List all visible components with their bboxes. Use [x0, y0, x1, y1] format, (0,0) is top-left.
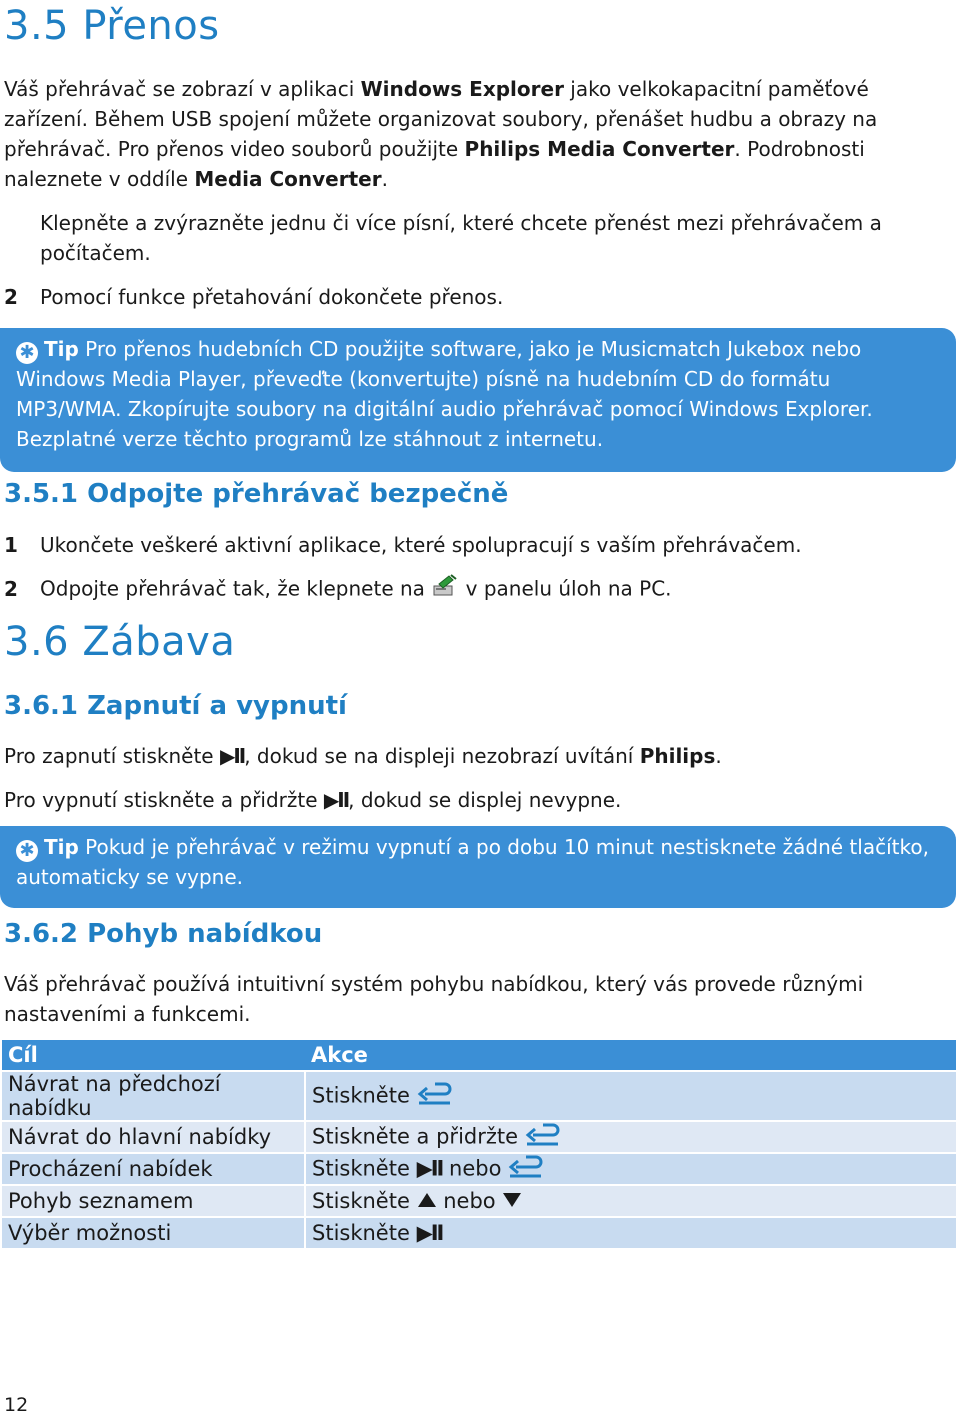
play-pause-icon: ▶II	[219, 744, 245, 768]
goal-cell: Výběr možnosti	[2, 1217, 305, 1249]
tip-label: Tip	[44, 835, 79, 859]
menu-navigation-intro: Váš přehrávač používá intuitivní systém pohybu nabídkou, který vás provede různými nastaveními a funkcemi.	[4, 972, 864, 1026]
table-row	[2, 1185, 956, 1217]
step-number: 2	[4, 285, 18, 309]
section-title-transfer: 3.5 Přenos	[4, 3, 220, 49]
navigation-table	[2, 1040, 956, 1250]
tip-icon: ✱	[16, 342, 38, 364]
step-number: 2	[4, 576, 18, 601]
media-converter-section-label: Media Converter	[194, 167, 382, 191]
tip-label: Tip	[44, 337, 79, 361]
section-title-menu-navigation: 3.6.2 Pohyb nabídkou	[4, 919, 323, 949]
column-header-goal: Cíl	[2, 1040, 305, 1071]
action-cell: Stiskněte a přidržte	[305, 1121, 956, 1153]
table-header-row	[2, 1040, 956, 1071]
table-row	[2, 1121, 956, 1153]
down-triangle-icon	[502, 1190, 522, 1214]
goal-cell: Procházení nabídek	[2, 1153, 305, 1185]
up-triangle-icon	[417, 1190, 437, 1214]
section-title-entertainment: 3.6 Zábava	[4, 619, 236, 665]
step-number: 1	[4, 533, 18, 557]
tip-text: Pokud je přehrávač v režimu vypnutí a po dobu 10 minut nestisknete žádné tlačítko, automaticky se vypne.	[16, 835, 929, 889]
action-cell: Stiskněte	[305, 1071, 956, 1121]
transfer-step-2: 2 Pomocí funkce přetahování dokončete přenos.	[4, 282, 944, 312]
windows-explorer-label: Windows Explorer	[360, 77, 564, 101]
goal-cell: Návrat do hlavní nabídky	[2, 1121, 305, 1153]
media-converter-app-label: Philips Media Converter	[464, 137, 735, 161]
tip-box-transfer	[0, 328, 956, 472]
step-number	[4, 208, 40, 238]
goal-cell: Návrat na předchozí nabídku	[2, 1071, 305, 1121]
action-cell: Stiskněte ▶II	[305, 1217, 956, 1249]
section-title-power-on-off: 3.6.1 Zapnutí a vypnutí	[4, 691, 347, 721]
play-pause-icon: ▶II	[416, 1156, 443, 1180]
table-row	[2, 1217, 956, 1249]
tip-icon: ✱	[16, 840, 38, 862]
table-row	[2, 1071, 956, 1121]
play-pause-icon: ▶II	[323, 788, 349, 812]
play-pause-icon: ▶II	[416, 1221, 443, 1245]
action-cell: Stiskněte nebo	[305, 1185, 956, 1217]
power-on-paragraph: Pro zapnutí stiskněte ▶II, dokud se na displeji nezobrazí uvítání Philips.	[4, 744, 722, 768]
back-arrow-icon	[417, 1082, 453, 1111]
power-off-paragraph: Pro vypnutí stiskněte a přidržte ▶II, dokud se displej nevypne.	[4, 788, 622, 812]
section-title-safely-disconnect: 3.5.1 Odpojte přehrávač bezpečně	[4, 479, 509, 509]
back-arrow-icon	[508, 1155, 544, 1184]
disconnect-step-2: 2 Odpojte přehrávač tak, že klepnete na v panelu úloh na PC.	[4, 573, 944, 607]
page-number: 12	[4, 1394, 29, 1416]
transfer-intro-paragraph: Váš přehrávač se zobrazí v aplikaci Windows Explorer jako velkokapacitní paměťové zařízení. Během USB spojení můžete organizovat soubory, přenášet hudbu a obrazy na přehrávač. Pro přenos video souborů použijte Philips Media Converter. Podrobnosti naleznete v oddíle Media Converter.	[4, 77, 878, 191]
back-arrow-icon	[525, 1123, 561, 1152]
transfer-step-1: Klepněte a zvýrazněte jednu či více písní, které chcete přenést mezi přehrávačem a počítačem.	[4, 208, 944, 268]
safely-remove-hardware-icon	[431, 573, 459, 607]
column-header-action: Akce	[305, 1040, 956, 1071]
tip-text: Pro přenos hudebních CD použijte software, jako je Musicmatch Jukebox nebo Windows Media Player, převeďte (konvertujte) písně na hudebním CD do formátu MP3/WMA. Zkopírujte soubory na digitální audio přehrávač pomocí Windows Explorer. Bezplatné verze těchto programů lze stáhnout z internetu.	[16, 337, 873, 451]
goal-cell: Pohyb seznamem	[2, 1185, 305, 1217]
brand-name: Philips	[639, 744, 716, 768]
disconnect-step-1: 1 Ukončete veškeré aktivní aplikace, které spolupracují s vaším přehrávačem.	[4, 530, 944, 560]
tip-box-power	[0, 826, 956, 908]
action-cell: Stiskněte ▶II nebo	[305, 1153, 956, 1185]
table-row	[2, 1153, 956, 1185]
